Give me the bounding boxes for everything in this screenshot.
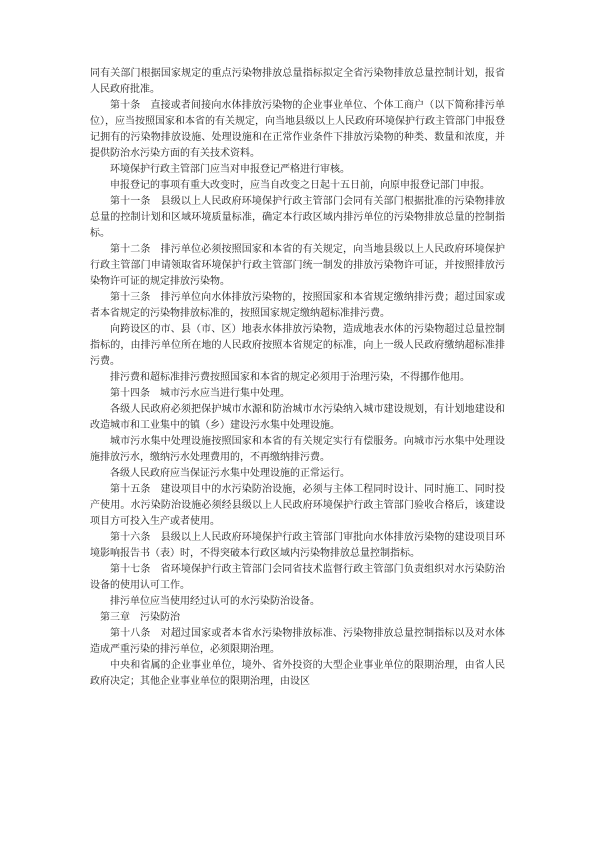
paragraph-4: 申报登记的事项有重大改变时，应当自改变之日起十五日前，向原申报登记部门申报。 bbox=[110, 180, 490, 191]
paragraph-10: 第十四条 城市污水应当进行集中处理。 bbox=[110, 388, 290, 399]
paragraph-5: 第十一条 县级以上人民政府环境保护行政主管部门会同有关部门根据批准的污染物排放总量的控制计划和区域环境质量标准，确定本行政区域内排污单位的污染物排放总量的控制指标。 bbox=[90, 196, 505, 239]
paragraph-19: 第十八条 对超过国家或者本省水污染物排放标准、污染物排放总量控制指标以及对水体造成严重污染的排污单位，必须限期治理。 bbox=[90, 628, 505, 655]
paragraph-3: 环境保护行政主管部门应当对申报登记严格进行审核。 bbox=[110, 164, 350, 175]
paragraph-20: 中央和省属的企业事业单位，境外、省外投资的大型企业事业单位的限期治理，由省人民政府决定；其他企业事业单位的限期治理，由设区 bbox=[90, 660, 505, 687]
paragraph-2: 第十条 直接或者间接向水体排放污染物的企业事业单位、个体工商户（以下简称排污单位），应当按照国家和本省的有关规定，向当地县级以上人民政府环境保护行政主管部门申报登记拥有的污染物排放设施、处理设施和在正常作业条件下排放污染物的种类、数量和浓度，并提供防治水污染方面的有关技术资料。 bbox=[90, 100, 505, 159]
paragraph-7: 第十三条 排污单位向水体排放污染物的，按照国家和本省规定缴纳排污费；超过国家或者本省规定的污染物排放标准的，按照国家规定缴纳超标准排污费。 bbox=[90, 292, 505, 319]
paragraph-11: 各级人民政府必须把保护城市水源和防治城市水污染纳入城市建设规划，有计划地建设和改造城市和工业集中的镇（乡）建设污水集中处理设施。 bbox=[90, 404, 505, 431]
paragraph-9: 排污费和超标准排污费按照国家和本省的规定必须用于治理污染，不得挪作他用。 bbox=[110, 372, 470, 383]
paragraph-16: 第十七条 省环境保护行政主管部门会同省技术监督行政主管部门负责组织对水污染防治设备的使用认可工作。 bbox=[90, 564, 505, 591]
chapter-heading: 第三章 污染防治 bbox=[100, 612, 180, 623]
document-body bbox=[90, 66, 505, 690]
paragraph-17: 排污单位应当使用经过认可的水污染防治设备。 bbox=[110, 596, 320, 607]
paragraph-12: 城市污水集中处理设施按照国家和本省的有关规定实行有偿服务。向城市污水集中处理设施排放污水，缴纳污水处理费用的，不再缴纳排污费。 bbox=[90, 436, 505, 463]
paragraph-15: 第十六条 县级以上人民政府环境保护行政主管部门审批向水体排放污染物的建设项目环境影响报告书（表）时，不得突破本行政区域内污染物排放总量控制指标。 bbox=[90, 532, 505, 559]
paragraph-14: 第十五条 建设项目中的水污染防治设施，必须与主体工程同时设计、同时施工、同时投产使用。水污染防治设施必须经县级以上人民政府环境保护行政主管部门验收合格后，该建设项目方可投入生产或者使用。 bbox=[90, 484, 505, 527]
paragraph-8: 向跨设区的市、县（市、区）地表水体排放污染物，造成地表水体的污染物超过总量控制指标的，由排污单位所在地的人民政府按照本省规定的标准，向上一级人民政府缴纳超标准排污费。 bbox=[90, 324, 505, 367]
paragraph-6: 第十二条 排污单位必须按照国家和本省的有关规定，向当地县级以上人民政府环境保护行政主管部门申请领取省环境保护行政主管部门统一制发的排放污染物许可证，并按照排放污染物许可证的规定排放污染物。 bbox=[90, 244, 505, 287]
paragraph-1: 同有关部门根据国家规定的重点污染物排放总量指标拟定全省污染物排放总量控制计划，报省人民政府批准。 bbox=[90, 68, 505, 95]
paragraph-13: 各级人民政府应当保证污水集中处理设施的正常运行。 bbox=[110, 468, 350, 479]
